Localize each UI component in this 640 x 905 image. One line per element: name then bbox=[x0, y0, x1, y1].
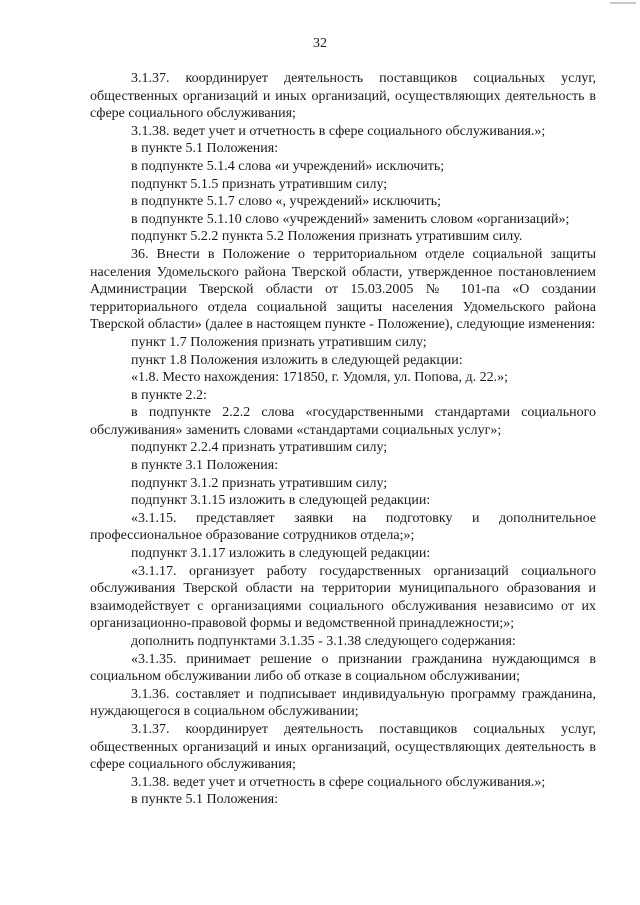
paragraph: подпункт 3.1.17 изложить в следующей редакции: bbox=[131, 546, 431, 562]
scan-mark bbox=[610, 2, 636, 4]
paragraph: в подпункте 5.1.10 слово «учреждений» заменить словом «организаций»; bbox=[131, 211, 570, 227]
paragraph: в пункте 5.1 Положения: bbox=[131, 792, 279, 808]
paragraph: подпункт 3.1.15 изложить в следующей редакции: bbox=[131, 493, 431, 509]
paragraph: «3.1.15. представляет заявки на подготовку и дополнительное профессиональное образование сотрудников отдела;»; bbox=[90, 510, 596, 544]
paragraph: в подпункте 2.2.2 слова «государственными стандартами социального обслуживания» заменить словами «стандартами социальных услуг»; bbox=[90, 405, 596, 438]
paragraph: 3.1.36. составляет и подписывает индивидуальную программу гражданина, нуждающегося в социальном обслуживании; bbox=[90, 686, 596, 720]
paragraph: «3.1.35. принимает решение о признании гражданина нуждающимся в социальном обслуживании либо об отказе в социальном обслуживании; bbox=[90, 651, 596, 685]
page-number: 32 bbox=[313, 36, 327, 51]
paragraph: в пункте 5.1 Положения: bbox=[131, 141, 279, 157]
paragraph: пункт 1.8 Положения изложить в следующей редакции: bbox=[131, 352, 463, 368]
paragraph: в пункте 2.2: bbox=[131, 387, 207, 403]
paragraph: подпункт 5.2.2 пункта 5.2 Положения признать утратившим силу. bbox=[131, 229, 523, 245]
paragraph: 3.1.37. координирует деятельность поставщиков социальных услуг, общественных организаций и иных организаций, осуществляющих деятельность в сфере социального обслуживания; bbox=[90, 721, 596, 773]
paragraph: 3.1.38. ведет учет и отчетность в сфере социального обслуживания.»; bbox=[131, 123, 546, 139]
paragraph: 36. Внести в Положение о территориальном отделе социальной защиты населения Удомельского района Тверской области, утвержденное постановлением Администрации Тверской области от 15.03.2005 № 101-па «О создании территориального отдела социальной защиты населения Удомельского района Тверской области» (далее в настоящем пункте - Положение), следующие изменения: bbox=[90, 246, 596, 333]
document-body bbox=[90, 70, 596, 809]
paragraph: в подпункте 5.1.4 слова «и учреждений» исключить; bbox=[131, 158, 445, 174]
paragraph: дополнить подпунктами 3.1.35 - 3.1.38 следующего содержания: bbox=[131, 634, 516, 649]
paragraph: подпункт 5.1.5 признать утратившим силу; bbox=[131, 176, 388, 192]
paragraph: 3.1.38. ведет учет и отчетность в сфере социального обслуживания.»; bbox=[131, 774, 546, 790]
paragraph: «1.8. Место нахождения: 171850, г. Удомля, ул. Попова, д. 22.»; bbox=[131, 370, 509, 386]
paragraph: в подпункте 5.1.7 слово «, учреждений» исключить; bbox=[131, 194, 442, 210]
paragraph: подпункт 3.1.2 признать утратившим силу; bbox=[131, 475, 388, 491]
paragraph: 3.1.37. координирует деятельность поставщиков социальных услуг, общественных организаций и иных организаций, осуществляющих деятельность в сфере социального обслуживания; bbox=[90, 71, 596, 122]
paragraph: пункт 1.7 Положения признать утратившим силу; bbox=[131, 334, 427, 350]
paragraph: в пункте 3.1 Положения: bbox=[131, 458, 279, 474]
paragraph: «3.1.17. организует работу государственных организаций социального обслуживания Тверской области на территории муниципального образования и взаимодействует с организациями социального обслуживания независимо от их организационно-правовой формы и ведомственной принадлежности;»; bbox=[90, 563, 596, 632]
paragraph: подпункт 2.2.4 признать утратившим силу; bbox=[131, 440, 388, 456]
